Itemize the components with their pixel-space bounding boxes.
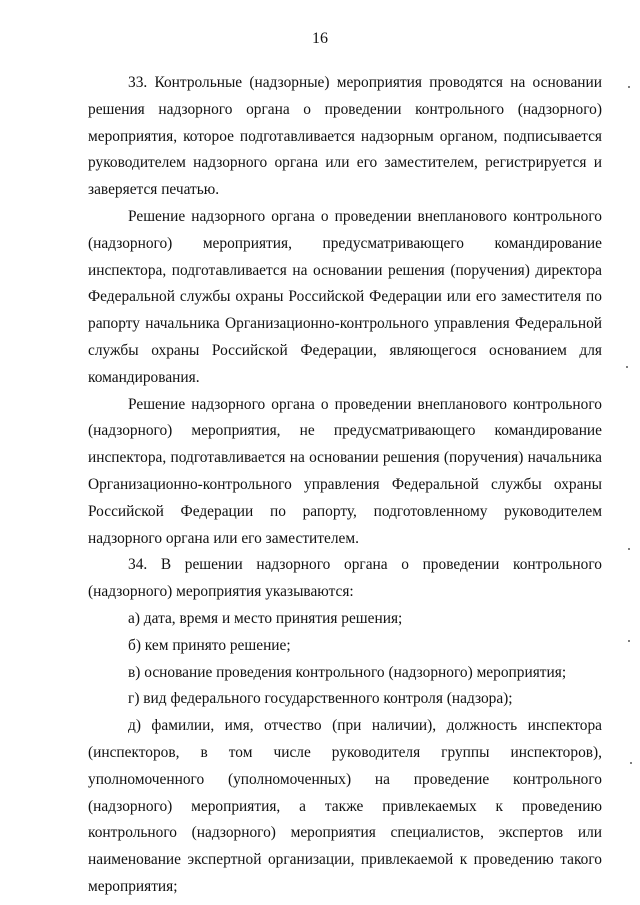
list-item-g: г) вид федерального государственного контроля (надзора);	[128, 690, 513, 708]
document-body	[88, 70, 602, 901]
paragraph-33: 33. Контрольные (надзорные) мероприятия проводятся на основании решения надзорного органа о проведении контрольного (надзорного) мероприятия, которое подготавливается надзорным органом, подписывается руководителем надзорного органа или его заместителем, регистрируется и заверяется печатью.	[88, 74, 602, 199]
list-item-b: б) кем принято решение;	[128, 636, 291, 654]
list-item-v: в) основание проведения контрольного (надзорного) мероприятия;	[128, 663, 567, 681]
scan-speck	[628, 548, 630, 550]
page-number: 16	[312, 30, 328, 47]
list-item-a: а) дата, время и место принятия решения;	[128, 609, 403, 627]
paragraph-34: 34. В решении надзорного органа о проведении контрольного (надзорного) мероприятия указываются:	[88, 556, 602, 601]
scan-speck	[626, 366, 628, 368]
scan-speck	[628, 86, 630, 88]
scan-speck	[628, 640, 630, 642]
paragraph-unscheduled-without-travel: Решение надзорного органа о проведении внепланового контрольного (надзорного) мероприятия, не предусматривающего командирование инспектора, подготавливается на основании решения (поручения) начальника Организационно-контрольного управления Федеральной службы охраны Российской Федерации по рапорту, подготовленному руководителем надзорного органа или его заместителем.	[88, 395, 602, 547]
paragraph-unscheduled-with-travel: Решение надзорного органа о проведении внепланового контрольного (надзорного) мероприятия, предусматривающего командирование инспектора, подготавливается на основании решения (поручения) директора Федеральной службы охраны Российской Федерации или его заместителя по рапорту начальника Организационно-контрольного управления Федеральной службы охраны Российской Федерации, являющегося основанием для командирования.	[88, 207, 602, 386]
scan-speck	[630, 762, 632, 764]
list-item-d: д) фамилии, имя, отчество (при наличии), должность инспектора (инспекторов, в том числе руководителя группы инспекторов), уполномоченного (уполномоченных) на проведение контрольного (надзорного) мероприятия, а также привлекаемых к проведению контрольного (надзорного) мероприятия специалистов, экспертов или наименование экспертной организации, привлекаемой к проведению такого мероприятия;	[88, 717, 602, 895]
